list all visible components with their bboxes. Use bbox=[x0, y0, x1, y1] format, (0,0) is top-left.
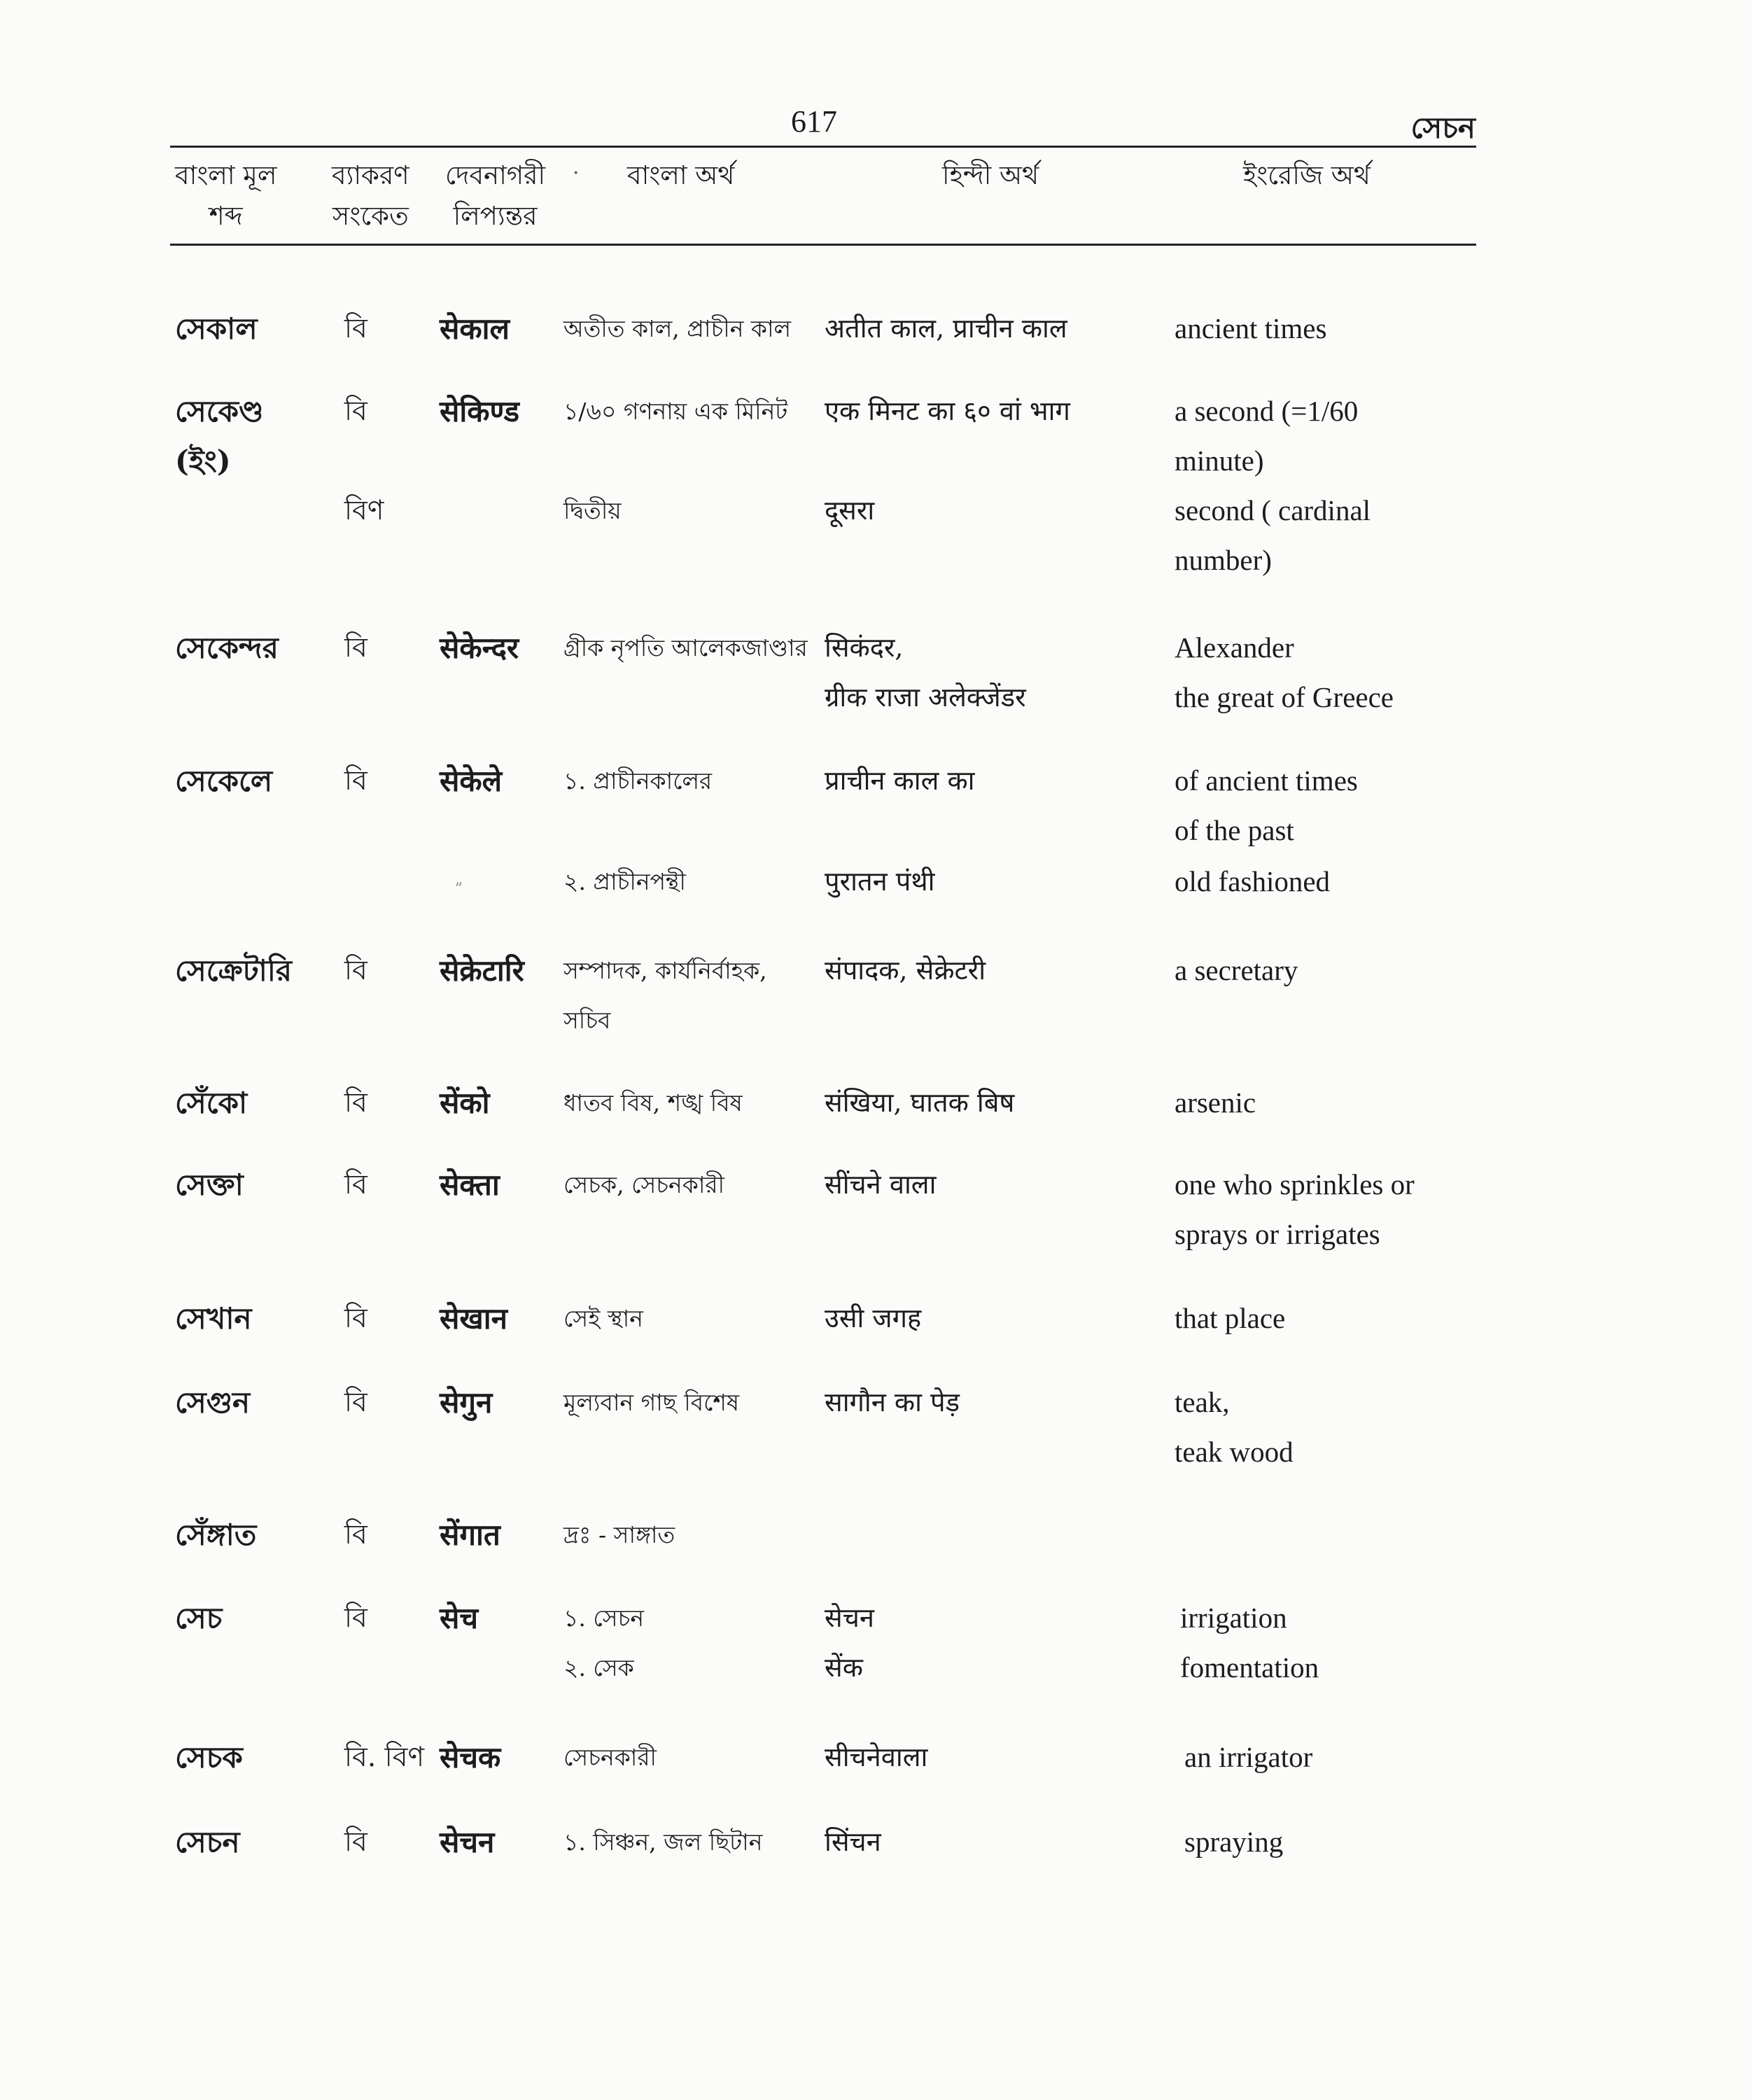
english-meaning-line: ancient times bbox=[1175, 312, 1327, 344]
hindi-meaning bbox=[825, 486, 874, 536]
english-meaning-line: fomentation bbox=[1180, 1651, 1319, 1684]
headword-line: সেকেলে bbox=[175, 764, 273, 798]
english-meaning bbox=[1175, 1160, 1415, 1259]
grammar-tag-line: বি bbox=[344, 632, 367, 664]
bangla-meaning bbox=[563, 1078, 743, 1128]
grammar-tag-line: বি bbox=[344, 1387, 367, 1418]
bangla-meaning bbox=[563, 756, 712, 806]
devanagari-transliteration-line: सेखान bbox=[440, 1301, 507, 1336]
english-meaning-line: arsenic bbox=[1175, 1086, 1256, 1119]
devanagari-transliteration bbox=[440, 946, 524, 995]
devanagari-transliteration bbox=[440, 1378, 492, 1427]
english-meaning bbox=[1175, 486, 1371, 585]
hindi-meaning-line: अतीत काल, प्राचीन काल bbox=[825, 313, 1067, 344]
grammar-tag bbox=[344, 486, 384, 536]
column-header-line: শব্দ bbox=[209, 201, 243, 231]
hindi-meaning-line: सिंचन bbox=[825, 1826, 881, 1857]
hindi-meaning bbox=[825, 304, 1067, 354]
running-head: সেচন bbox=[1410, 111, 1476, 145]
hindi-meaning-line: सीचनेवाला bbox=[825, 1742, 928, 1772]
bangla-meaning-line: ২. সেক bbox=[563, 1654, 634, 1681]
grammar-tag-line: বিণ bbox=[344, 495, 384, 526]
english-meaning-line: that place bbox=[1175, 1302, 1286, 1334]
bangla-meaning-line: অতীত কাল, প্রাচীন কাল bbox=[563, 315, 792, 342]
headword-line: সেকেণ্ড bbox=[175, 394, 264, 428]
column-header-line: ব্যাকরণ bbox=[332, 160, 409, 190]
headword bbox=[175, 623, 279, 673]
headword-line: সেক্তা bbox=[175, 1168, 244, 1202]
hindi-meaning bbox=[825, 1593, 874, 1693]
hindi-meaning-line: सागौन का पेड़ bbox=[825, 1387, 960, 1418]
english-meaning-line: a second (=1/60 bbox=[1175, 395, 1359, 427]
english-meaning bbox=[1175, 946, 1298, 995]
bangla-meaning bbox=[563, 1510, 675, 1560]
devanagari-transliteration-line: सेकेले bbox=[440, 764, 503, 798]
english-meaning-line: of the past bbox=[1175, 814, 1294, 846]
english-meaning bbox=[1184, 1732, 1312, 1782]
hindi-meaning bbox=[825, 946, 986, 995]
column-header-line: সংকেত bbox=[332, 201, 409, 231]
bangla-meaning bbox=[563, 1732, 657, 1782]
hindi-meaning-line: संखिया, घातक बिष bbox=[825, 1087, 1015, 1118]
english-meaning-line: teak, bbox=[1175, 1386, 1230, 1418]
bangla-meaning-line: সচিব bbox=[563, 1007, 611, 1034]
hindi-meaning-line: पुरातन पंथी bbox=[825, 866, 935, 897]
headword-line: সেচন bbox=[175, 1825, 240, 1859]
hindi-meaning-line: सिकंदर, bbox=[825, 632, 904, 663]
english-meaning-line: one who sprinkles or bbox=[1175, 1168, 1415, 1200]
devanagari-transliteration-line: सेच bbox=[440, 1601, 479, 1635]
grammar-tag-line: বি bbox=[344, 1169, 367, 1200]
bangla-meaning bbox=[563, 946, 767, 1045]
grammar-tag-line: বি bbox=[344, 1602, 367, 1634]
bangla-meaning-line: ২. প্রাচীনপন্থী bbox=[563, 868, 686, 895]
english-meaning bbox=[1180, 1593, 1319, 1693]
english-meaning-line: old fashioned bbox=[1175, 865, 1331, 897]
grammar-tag bbox=[344, 1510, 367, 1560]
english-meaning-line: an irrigator bbox=[1184, 1741, 1313, 1773]
column-header-line: বাংলা অর্থ bbox=[627, 160, 735, 190]
english-meaning bbox=[1175, 756, 1358, 855]
grammar-tag bbox=[344, 1378, 367, 1427]
devanagari-transliteration-line: सेक्ता bbox=[440, 1168, 500, 1202]
headword bbox=[175, 1078, 247, 1128]
headword-line: সেকেন্দর bbox=[175, 631, 279, 665]
grammar-tag-line: বি bbox=[344, 396, 367, 427]
bangla-meaning-line: দ্রঃ - সাঙ্গাত bbox=[563, 1521, 675, 1548]
hindi-meaning bbox=[825, 1378, 960, 1427]
devanagari-transliteration bbox=[440, 623, 519, 673]
bangla-meaning-line: সেচনকারী bbox=[563, 1744, 657, 1771]
grammar-tag-line: বি bbox=[344, 1826, 367, 1858]
grammar-tag-line: বি bbox=[344, 765, 367, 797]
hindi-meaning-line: संपादक, सेक्रेटरी bbox=[825, 955, 986, 986]
grammar-tag bbox=[344, 623, 367, 673]
hindi-meaning bbox=[825, 857, 935, 906]
grammar-tag bbox=[344, 1817, 367, 1867]
bangla-meaning-line: ১/৬০ গণনায় এক মিনিট bbox=[563, 398, 788, 425]
devanagari-transliteration bbox=[440, 1732, 500, 1782]
ditto-mark: „ bbox=[455, 871, 463, 888]
bangla-meaning-line: ধাতব বিষ, শঙ্খ বিষ bbox=[563, 1089, 743, 1116]
devanagari-transliteration-line: सेक्रेटारि bbox=[440, 953, 524, 988]
english-meaning bbox=[1175, 1078, 1256, 1128]
devanagari-transliteration bbox=[440, 1294, 507, 1343]
headword-line: সেঁকো bbox=[175, 1086, 248, 1120]
hindi-meaning bbox=[825, 1817, 881, 1867]
bangla-meaning bbox=[563, 1294, 643, 1343]
headword-line: সেক্রেটারি bbox=[175, 953, 292, 988]
column-header-line: বাংলা মূল bbox=[175, 160, 277, 190]
headword bbox=[175, 1510, 256, 1560]
grammar-tag-line: বি bbox=[344, 1303, 367, 1334]
bangla-meaning bbox=[563, 1817, 762, 1867]
headword bbox=[175, 1732, 243, 1782]
devanagari-transliteration bbox=[440, 1593, 478, 1643]
hindi-meaning-line: ग्रीक राजा अलेक्जेंडर bbox=[825, 682, 1026, 713]
devanagari-transliteration-line: सेकाल bbox=[440, 312, 510, 346]
grammar-tag bbox=[344, 1160, 367, 1210]
devanagari-transliteration-line: सेंको bbox=[440, 1086, 490, 1120]
bangla-meaning-line: সম্পাদক, কার্যনির্বাহক, bbox=[563, 957, 767, 984]
devanagari-transliteration bbox=[440, 1510, 500, 1560]
english-meaning-line: Alexander bbox=[1175, 631, 1294, 664]
bangla-meaning bbox=[563, 1378, 739, 1427]
headword bbox=[175, 1817, 240, 1867]
english-meaning-line: irrigation bbox=[1180, 1602, 1287, 1634]
headword-line: সেচ bbox=[175, 1601, 223, 1635]
headword-line: সেঁঙ্গাত bbox=[175, 1518, 257, 1552]
devanagari-transliteration bbox=[440, 1160, 500, 1210]
grammar-tag bbox=[344, 304, 367, 354]
bangla-meaning-line: সেই স্থান bbox=[563, 1305, 643, 1332]
hindi-meaning-line: प्राचीन काल का bbox=[825, 765, 975, 796]
hindi-meaning bbox=[825, 386, 1070, 436]
bangla-meaning-line: ১. প্রাচীনকালের bbox=[563, 767, 713, 794]
headword bbox=[175, 756, 272, 806]
hindi-meaning-line: सींचने वाला bbox=[825, 1169, 937, 1200]
english-meaning-line: of ancient times bbox=[1175, 764, 1358, 797]
english-meaning-line: sprays or irrigates bbox=[1175, 1218, 1380, 1250]
bangla-meaning-line: দ্বিতীয় bbox=[563, 497, 622, 524]
grammar-tag bbox=[344, 1078, 367, 1128]
headword-line: সেকাল bbox=[175, 312, 258, 346]
headword bbox=[175, 1294, 252, 1343]
devanagari-transliteration bbox=[440, 386, 519, 436]
grammar-tag-line: বি bbox=[344, 1519, 367, 1550]
grammar-tag bbox=[344, 1732, 424, 1782]
bangla-meaning bbox=[563, 623, 808, 673]
hindi-meaning-line: दूसरा bbox=[825, 495, 875, 526]
hindi-meaning bbox=[825, 1732, 927, 1782]
hindi-meaning bbox=[825, 1078, 1014, 1128]
devanagari-transliteration bbox=[440, 1078, 490, 1128]
headword-line: (ইং) bbox=[175, 444, 231, 478]
devanagari-transliteration-line: सेकिण्ड bbox=[440, 394, 519, 428]
header-stray-mark: · bbox=[573, 161, 580, 186]
english-meaning-line: number) bbox=[1175, 544, 1272, 576]
english-meaning bbox=[1175, 304, 1326, 354]
grammar-tag bbox=[344, 756, 367, 806]
grammar-tag bbox=[344, 946, 367, 995]
bangla-meaning-line: মূল্যবান গাছ বিশেষ bbox=[563, 1389, 740, 1416]
headword bbox=[175, 386, 264, 486]
hindi-meaning bbox=[825, 756, 975, 806]
hindi-meaning-line: उसी जगह bbox=[825, 1303, 922, 1334]
grammar-tag bbox=[344, 1294, 367, 1343]
hindi-meaning bbox=[825, 623, 1026, 722]
bangla-meaning bbox=[563, 486, 622, 536]
hindi-meaning bbox=[825, 1294, 921, 1343]
english-meaning bbox=[1184, 1817, 1283, 1867]
grammar-tag-line: বি bbox=[344, 955, 367, 986]
hindi-meaning-line: एक मिनट का ६० वां भाग bbox=[825, 396, 1070, 426]
english-meaning-line: spraying bbox=[1184, 1826, 1284, 1858]
headword bbox=[175, 1160, 244, 1210]
english-meaning bbox=[1175, 1378, 1294, 1477]
grammar-tag bbox=[344, 386, 367, 436]
bangla-meaning-line: গ্রীক নৃপতি আলেকজাণ্ডার bbox=[563, 634, 808, 662]
english-meaning-line: minute) bbox=[1175, 444, 1264, 477]
headword-line: সেগুন bbox=[175, 1385, 251, 1420]
headword-line: সেখান bbox=[175, 1301, 252, 1336]
bangla-meaning bbox=[563, 857, 686, 906]
column-header-line: দেবনাগরী bbox=[445, 160, 546, 190]
bangla-meaning bbox=[563, 304, 791, 354]
devanagari-transliteration bbox=[440, 304, 510, 354]
headword-line: সেচক bbox=[175, 1740, 243, 1774]
english-meaning bbox=[1175, 623, 1394, 722]
devanagari-transliteration bbox=[440, 1817, 494, 1867]
bangla-meaning-line: সেচক, সেচনকারী bbox=[563, 1171, 725, 1198]
devanagari-transliteration bbox=[440, 756, 502, 806]
english-meaning-line: second ( cardinal bbox=[1175, 494, 1371, 526]
hindi-meaning bbox=[825, 1160, 936, 1210]
grammar-tag bbox=[344, 1593, 367, 1643]
bangla-meaning bbox=[563, 1593, 644, 1693]
column-header-line: ইংরেজি অর্থ bbox=[1243, 160, 1371, 190]
devanagari-transliteration-line: सेंगात bbox=[440, 1518, 500, 1552]
headword bbox=[175, 946, 292, 995]
grammar-tag-line: বি. বিণ bbox=[344, 1742, 425, 1773]
page-number: 617 bbox=[791, 104, 837, 139]
english-meaning-line: teak wood bbox=[1175, 1436, 1294, 1468]
devanagari-transliteration-line: सेचक bbox=[440, 1740, 501, 1774]
english-meaning bbox=[1175, 1294, 1285, 1343]
column-header-line: লিপ্যন্তর bbox=[453, 201, 538, 231]
headword bbox=[175, 1593, 222, 1643]
bangla-meaning-line: ১. সেচন bbox=[563, 1604, 645, 1632]
hindi-meaning-line: सेंक bbox=[825, 1652, 863, 1683]
bangla-meaning bbox=[563, 1160, 724, 1210]
devanagari-transliteration-line: सेकेन्दर bbox=[440, 631, 519, 665]
bangla-meaning bbox=[563, 386, 787, 436]
english-meaning-line: a secretary bbox=[1175, 954, 1298, 986]
grammar-tag-line: বি bbox=[344, 1087, 367, 1119]
column-header-line: হিন্দী অর্থ bbox=[942, 160, 1039, 190]
english-meaning bbox=[1175, 857, 1330, 906]
headword bbox=[175, 1378, 250, 1427]
hindi-meaning-line: सेचन bbox=[825, 1602, 874, 1633]
english-meaning-line: the great of Greece bbox=[1175, 681, 1394, 713]
devanagari-transliteration-line: सेचन bbox=[440, 1825, 495, 1859]
devanagari-transliteration-line: सेगुन bbox=[440, 1385, 493, 1420]
english-meaning bbox=[1175, 386, 1358, 486]
bangla-meaning-line: ১. সিঞ্চন, জল ছিটান bbox=[563, 1828, 763, 1856]
grammar-tag-line: বি bbox=[344, 313, 367, 344]
headword bbox=[175, 304, 258, 354]
